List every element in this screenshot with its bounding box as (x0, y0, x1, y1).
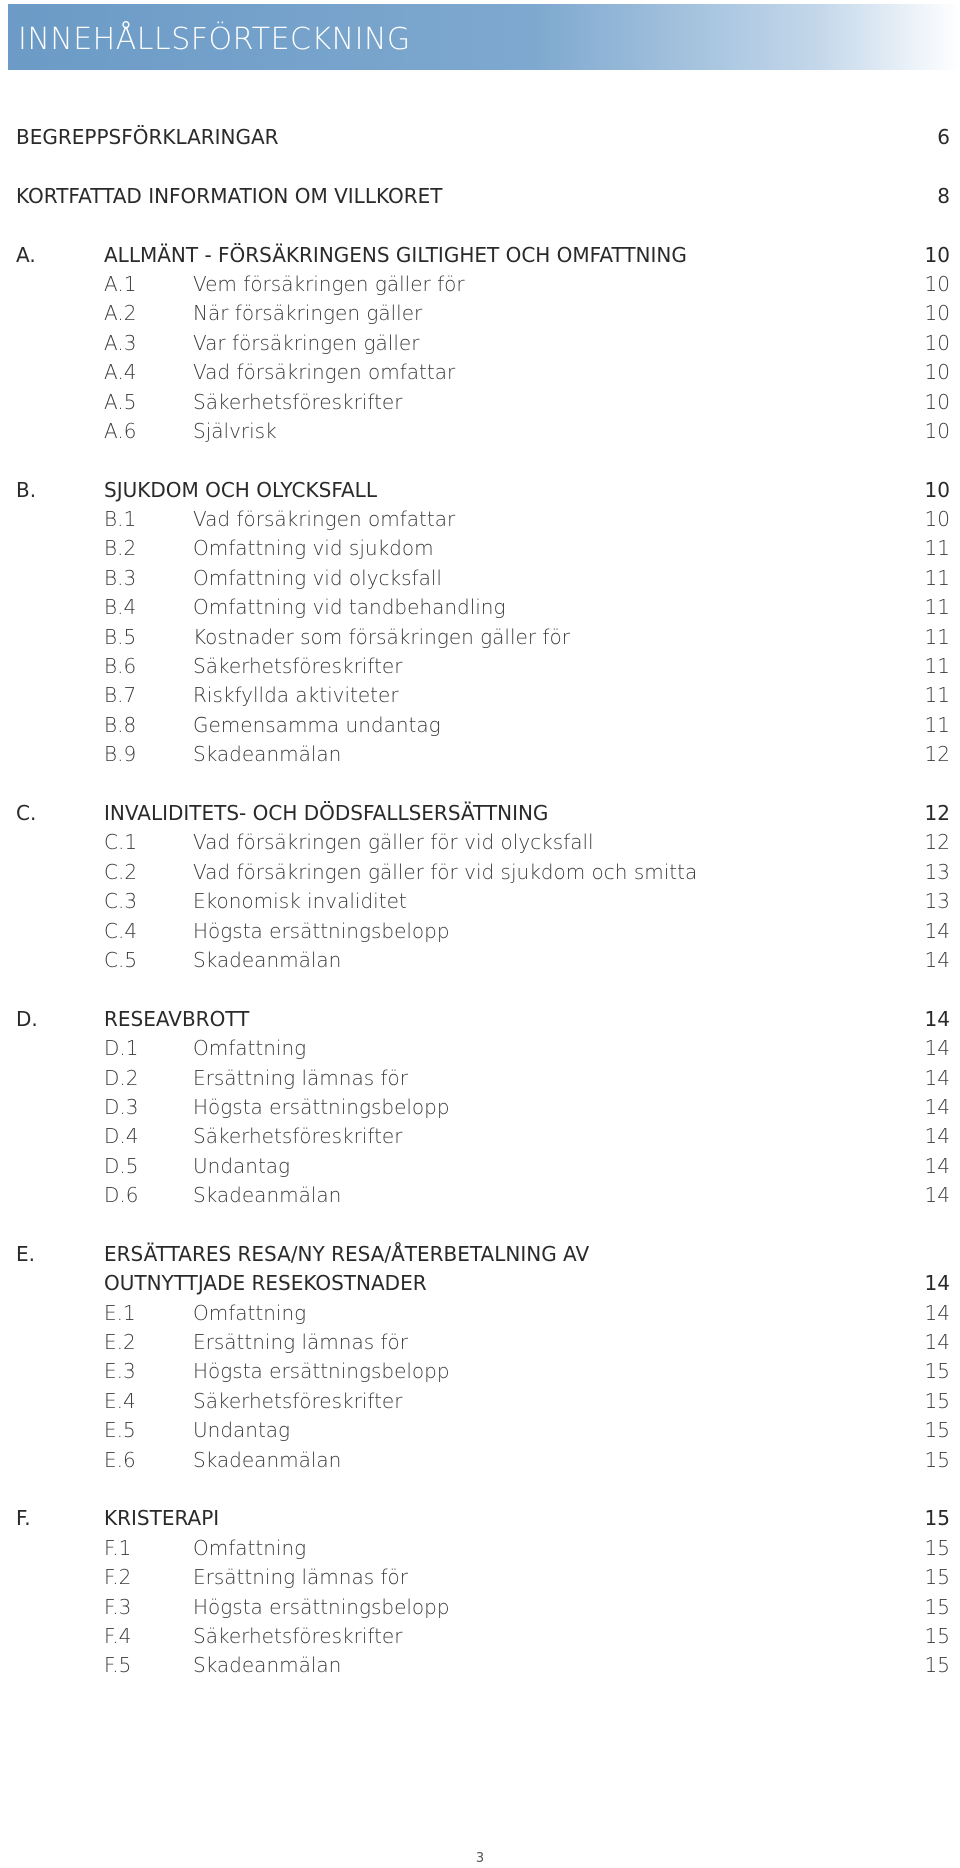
toc-entry[interactable] (0, 123, 960, 152)
toc-item-title: Skadeanmälan (193, 742, 342, 767)
toc-item-page: 15 (924, 1623, 950, 1648)
toc-item-page: 10 (924, 507, 950, 532)
toc-item-code: E.2 (104, 1330, 136, 1355)
toc-item[interactable] (0, 505, 960, 534)
toc-item-code: D.6 (104, 1183, 139, 1208)
toc-item-page: 10 (924, 389, 950, 414)
toc-item-title: Omfattning vid tandbehandling (193, 595, 506, 620)
toc-item-title: Säkerhetsföreskrifter (193, 1623, 403, 1648)
toc-item[interactable] (0, 623, 960, 652)
toc-section-heading-continued[interactable] (0, 1269, 960, 1298)
toc-item[interactable] (0, 711, 960, 740)
toc-item-code: E.4 (104, 1388, 136, 1413)
toc-item-page: 14 (924, 918, 950, 943)
toc-item[interactable] (0, 593, 960, 622)
toc-item-code: C.3 (104, 889, 138, 914)
toc-item-title: Självrisk (193, 418, 277, 443)
toc-item-title: Säkerhetsföreskrifter (193, 389, 403, 414)
toc-item-title: Ersättning lämnas för (193, 1565, 408, 1590)
toc-item-page: 15 (924, 1594, 950, 1619)
toc-item-code: E.6 (104, 1447, 136, 1472)
toc-item-code: D.5 (104, 1153, 139, 1178)
toc-item-page: 14 (924, 1153, 950, 1178)
toc-item-code: D.2 (104, 1065, 139, 1090)
toc-section-heading[interactable] (0, 1504, 960, 1533)
toc-item[interactable] (0, 887, 960, 916)
toc-item[interactable] (0, 1122, 960, 1151)
toc-section-heading[interactable] (0, 476, 960, 505)
toc-item[interactable] (0, 1387, 960, 1416)
toc-item-page: 10 (924, 301, 950, 326)
toc-item-page: 11 (924, 712, 950, 737)
header-banner (8, 4, 960, 70)
toc-item[interactable] (0, 946, 960, 975)
toc-item-code: D.1 (104, 1036, 139, 1061)
toc-item-title: Ekonomisk invaliditet (193, 889, 407, 914)
toc-item-title: Kostnader som försäkringen gäller för (193, 624, 570, 649)
toc-item-code: A.2 (104, 301, 137, 326)
toc-item-title: Gemensamma undantag (193, 712, 441, 737)
toc-item-title: Omfattning vid olycksfall (193, 565, 442, 590)
toc-item-code: A.6 (104, 418, 137, 443)
toc-item-title: Högsta ersättningsbelopp (193, 1094, 450, 1119)
toc-item-page: 14 (924, 1036, 950, 1061)
toc-item-title: Säkerhetsföreskrifter (193, 1388, 403, 1413)
toc-item-title: Undantag (193, 1153, 291, 1178)
toc-section-code: C. (16, 800, 37, 825)
toc-item-code: F.3 (104, 1594, 132, 1619)
toc-item-title: Ersättning lämnas för (193, 1065, 408, 1090)
toc-item[interactable] (0, 652, 960, 681)
toc-item-code: A.1 (104, 271, 137, 296)
toc-item-page: 13 (924, 859, 950, 884)
toc-item-title: Omfattning (193, 1535, 307, 1560)
toc-item-page: 15 (924, 1653, 950, 1678)
toc-section-code: B. (16, 477, 37, 502)
toc-section-page: 15 (924, 1506, 950, 1531)
toc-item[interactable] (0, 828, 960, 857)
toc-item-page: 14 (924, 1094, 950, 1119)
toc-item-page: 15 (924, 1535, 950, 1560)
toc-item-code: F.2 (104, 1565, 132, 1590)
toc-item[interactable] (0, 388, 960, 417)
toc-item-title: Var försäkringen gäller (193, 330, 420, 355)
toc-item[interactable] (0, 681, 960, 710)
toc-section-code: F. (16, 1506, 31, 1531)
toc-section-page: 10 (924, 477, 950, 502)
toc-item[interactable] (0, 1328, 960, 1357)
toc-item-code: B.8 (104, 712, 137, 737)
toc-section-code: E. (16, 1241, 35, 1266)
toc-section-page: 14 (924, 1006, 950, 1031)
toc-item-code: B.2 (104, 536, 137, 561)
toc-item-page: 11 (924, 595, 950, 620)
toc-item-page: 15 (924, 1418, 950, 1443)
toc-item-title: Säkerhetsföreskrifter (193, 654, 403, 679)
toc-section-title: SJUKDOM OCH OLYCKSFALL (104, 477, 377, 502)
toc-item-page: 10 (924, 271, 950, 296)
toc-item-page: 11 (924, 624, 950, 649)
toc-item-code: C.5 (104, 947, 138, 972)
toc-item-code: C.2 (104, 859, 138, 884)
toc-item[interactable] (0, 329, 960, 358)
toc-item-page: 11 (924, 565, 950, 590)
toc-item-title: Omfattning vid sjukdom (193, 536, 434, 561)
toc-item-page: 11 (924, 683, 950, 708)
toc-item-code: E.5 (104, 1418, 136, 1443)
toc-section-page: 12 (924, 800, 950, 825)
toc-section-title-line2: OUTNYTTJADE RESEKOSTNADER (104, 1271, 427, 1296)
toc-item-title: Högsta ersättningsbelopp (193, 1359, 450, 1384)
toc-item-code: B.9 (104, 742, 137, 767)
toc-item[interactable] (0, 1446, 960, 1475)
toc-item[interactable] (0, 1357, 960, 1386)
toc-item[interactable] (0, 1034, 960, 1063)
toc-item-code: F.1 (104, 1535, 132, 1560)
toc-item-title: Skadeanmälan (193, 1447, 342, 1472)
toc-item-title: Skadeanmälan (193, 1653, 342, 1678)
toc-item-title: Riskfyllda aktiviteter (193, 683, 399, 708)
toc-item-title: Omfattning (193, 1300, 307, 1325)
toc-item[interactable] (0, 1534, 960, 1563)
toc-item[interactable] (0, 1563, 960, 1592)
toc-section-heading[interactable] (0, 799, 960, 828)
toc-item-code: B.5 (104, 624, 137, 649)
toc-item-code: B.1 (104, 507, 137, 532)
toc-entry-title: BEGREPPSFÖRKLARINGAR (16, 125, 279, 149)
toc-item-page: 12 (924, 742, 950, 767)
toc-item[interactable] (0, 1152, 960, 1181)
toc-section-heading[interactable] (0, 1240, 960, 1269)
toc-item-code: E.3 (104, 1359, 136, 1384)
toc-item-code: B.6 (104, 654, 137, 679)
toc-section-title: ALLMÄNT - FÖRSÄKRINGENS GILTIGHET OCH OMFATTNING (104, 242, 687, 267)
toc-item-code: A.4 (104, 360, 137, 385)
toc-item[interactable] (0, 1651, 960, 1680)
toc-item-title: Vad försäkringen omfattar (193, 507, 456, 532)
toc-item-page: 15 (924, 1565, 950, 1590)
toc-section-page: 14 (924, 1271, 950, 1296)
toc-item-title: Vem försäkringen gäller för (193, 271, 465, 296)
toc-item-code: A.5 (104, 389, 137, 414)
page-number: 3 (475, 1851, 485, 1866)
toc-entry-page: 8 (937, 183, 950, 208)
toc-item-title: Vad försäkringen gäller för vid olycksfall (193, 830, 594, 855)
toc-item[interactable] (0, 1622, 960, 1651)
toc-item-page: 15 (924, 1388, 950, 1413)
toc-item[interactable] (0, 1181, 960, 1210)
toc-item[interactable] (0, 299, 960, 328)
toc-item-title: När försäkringen gäller (193, 301, 423, 326)
toc-item-code: F.5 (104, 1653, 132, 1678)
toc-item-title: Ersättning lämnas för (193, 1330, 408, 1355)
toc-item-code: B.4 (104, 595, 137, 620)
toc-item[interactable] (0, 534, 960, 563)
toc-section-title: KRISTERAPI (104, 1506, 220, 1531)
toc-item-page: 15 (924, 1359, 950, 1384)
toc-item[interactable] (0, 858, 960, 887)
toc-item-code: F.4 (104, 1623, 132, 1648)
toc-entry-title: KORTFATTAD INFORMATION OM VILLKORET (16, 183, 443, 208)
toc-item-page: 14 (924, 1183, 950, 1208)
toc-item-page: 14 (924, 1124, 950, 1149)
toc-item-page: 14 (924, 1065, 950, 1090)
toc-item-code: D.4 (104, 1124, 139, 1149)
toc-item[interactable] (0, 417, 960, 446)
toc-item-page: 12 (924, 830, 950, 855)
toc-section-code: D. (16, 1006, 38, 1031)
toc-item-page: 14 (924, 947, 950, 972)
toc-section-page: 10 (924, 242, 950, 267)
toc-item-title: Vad försäkringen gäller för vid sjukdom och smitta (193, 859, 698, 884)
table-of-contents (0, 123, 960, 1710)
toc-item-page: 14 (924, 1330, 950, 1355)
toc-section-heading[interactable] (0, 241, 960, 270)
toc-item[interactable] (0, 358, 960, 387)
toc-item[interactable] (0, 1593, 960, 1622)
toc-item-title: Högsta ersättningsbelopp (193, 1594, 450, 1619)
toc-item-page: 11 (924, 654, 950, 679)
toc-entry-page: 6 (937, 125, 950, 149)
toc-item-title: Vad försäkringen omfattar (193, 360, 456, 385)
toc-item[interactable] (0, 564, 960, 593)
toc-item-title: Omfattning (193, 1036, 307, 1061)
toc-section-heading[interactable] (0, 1005, 960, 1034)
toc-item-page: 10 (924, 418, 950, 443)
toc-item[interactable] (0, 270, 960, 299)
toc-item[interactable] (0, 1416, 960, 1445)
toc-section-title: ERSÄTTARES RESA/NY RESA/ÅTERBETALNING AV (104, 1241, 590, 1266)
toc-item-title: Skadeanmälan (193, 1183, 342, 1208)
toc-item-title: Skadeanmälan (193, 947, 342, 972)
toc-item[interactable] (0, 1299, 960, 1328)
toc-entry[interactable] (0, 182, 960, 211)
toc-item[interactable] (0, 917, 960, 946)
page-title: INNEHÅLLSFÖRTECKNING (18, 22, 411, 57)
toc-item[interactable] (0, 1093, 960, 1122)
toc-item-code: E.1 (104, 1300, 136, 1325)
toc-item-title: Högsta ersättningsbelopp (193, 918, 450, 943)
toc-item-title: Säkerhetsföreskrifter (193, 1124, 403, 1149)
toc-item-page: 15 (924, 1447, 950, 1472)
toc-item[interactable] (0, 1064, 960, 1093)
toc-item-title: Undantag (193, 1418, 291, 1443)
toc-item-page: 14 (924, 1300, 950, 1325)
toc-item-code: A.3 (104, 330, 137, 355)
toc-item[interactable] (0, 740, 960, 769)
toc-section-title: INVALIDITETS- OCH DÖDSFALLSERSÄTTNING (104, 800, 549, 825)
toc-item-code: C.1 (104, 830, 138, 855)
toc-item-code: B.3 (104, 565, 137, 590)
toc-item-code: B.7 (104, 683, 137, 708)
toc-item-page: 10 (924, 360, 950, 385)
toc-item-page: 10 (924, 330, 950, 355)
toc-section-title: RESEAVBROTT (104, 1006, 250, 1031)
toc-item-code: D.3 (104, 1094, 139, 1119)
toc-section-code: A. (16, 242, 36, 267)
toc-item-page: 13 (924, 889, 950, 914)
toc-item-page: 11 (924, 536, 950, 561)
toc-item-code: C.4 (104, 918, 138, 943)
